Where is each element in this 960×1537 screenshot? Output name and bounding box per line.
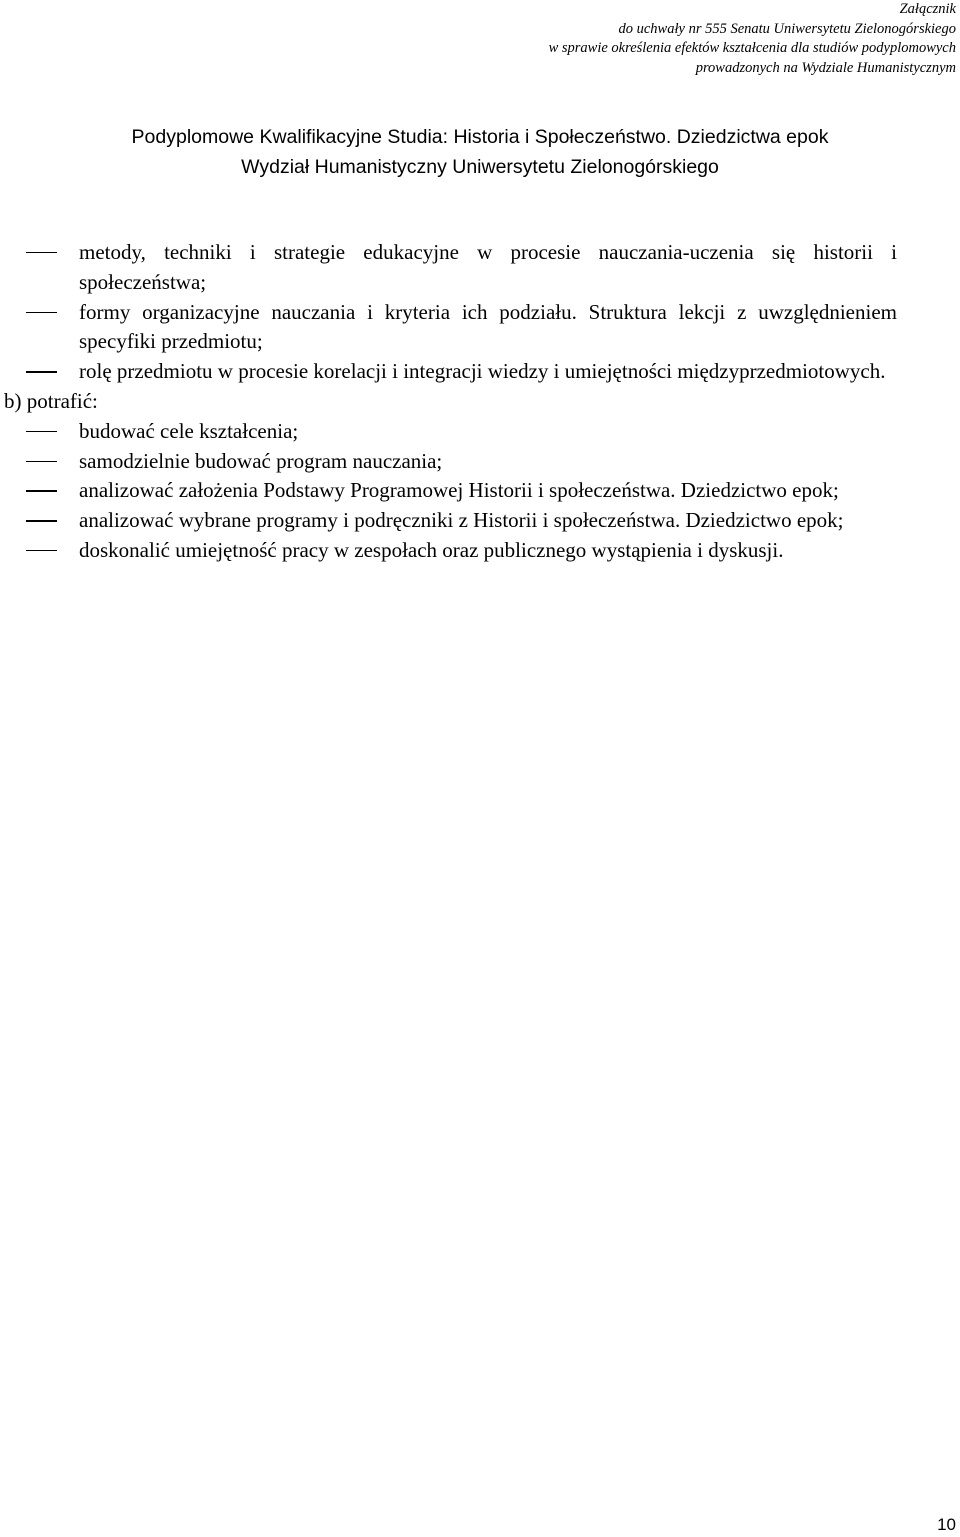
list-item	[0, 506, 897, 536]
list-item-text: budować cele kształcenia;	[79, 418, 299, 443]
list-item-text: analizować wybrane programy i podręczniki z Historii i społeczeństwa. Dziedzictwo epok;	[79, 508, 844, 533]
list-item-text: analizować założenia Podstawy Programowej Historii i społeczeństwa. Dziedzictwo epok;	[79, 478, 839, 503]
list-item	[0, 238, 897, 298]
list-item	[0, 417, 897, 447]
annex-note	[549, 0, 956, 78]
list-item-text: formy organizacyjne nauczania i kryteria ich podziału. Struktura lekcji z uwzględnieniem specyfiki przedmiotu;	[79, 299, 897, 354]
dash-bullet	[26, 490, 57, 491]
section-b-label: b) potrafić:	[4, 388, 98, 413]
dash-bullet	[26, 550, 57, 551]
dash-bullet	[26, 520, 57, 521]
document-subtitle: Wydział Humanistyczny Uniwersytetu Zielonogórskiego	[241, 156, 719, 178]
list-item-text: doskonalić umiejętność pracy w zespołach oraz publicznego wystąpienia i dyskusji.	[79, 537, 784, 562]
dash-bullet	[26, 371, 57, 372]
dash-bullet	[26, 252, 57, 253]
annex-line: Załącznik	[899, 1, 956, 17]
list-item	[0, 357, 897, 387]
document-title: Podyplomowe Kwalifikacyjne Studia: Historia i Społeczeństwo. Dziedzictwa epok	[131, 126, 829, 148]
list-item-text: metody, techniki i strategie edukacyjne w procesie nauczania-uczenia się historii i społeczeństwa;	[79, 240, 897, 294]
document-header	[0, 122, 960, 182]
dash-bullet	[26, 431, 57, 432]
dash-bullet	[26, 312, 57, 313]
annex-line: w sprawie określenia efektów kształcenia dla studiów podyplomowych	[548, 40, 956, 56]
dash-bullet	[26, 461, 57, 462]
list-item	[0, 536, 897, 566]
list-item	[0, 447, 897, 477]
list-item	[0, 298, 897, 358]
list-item-text: samodzielnie budować program nauczania;	[79, 448, 443, 473]
annex-line: do uchwały nr 555 Senatu Uniwersytetu Zielonogórskiego	[618, 20, 956, 37]
annex-line: prowadzonych na Wydziale Humanistycznym	[695, 59, 956, 76]
list-item-text: rolę przedmiotu w procesie korelacji i integracji wiedzy i umiejętności międzyprzedmiotowych.	[79, 359, 886, 384]
document-body	[0, 238, 960, 566]
page-number: 10	[937, 1515, 956, 1534]
list-item	[0, 476, 897, 506]
